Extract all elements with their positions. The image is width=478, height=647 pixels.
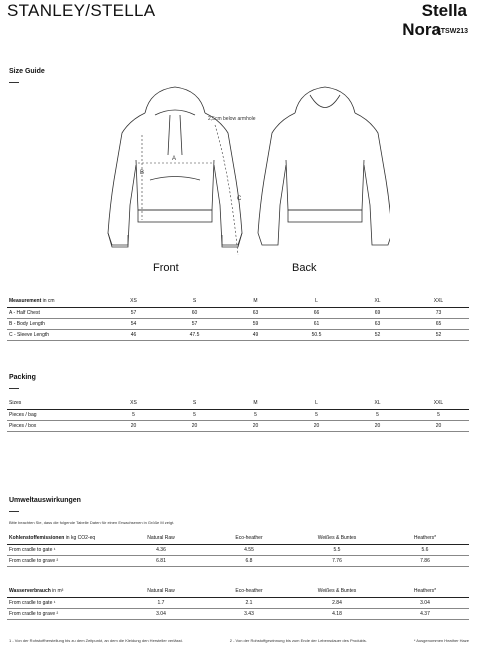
packing-table <box>7 398 469 432</box>
carbon-header-row <box>7 533 469 544</box>
table-cell: 4.37 <box>381 608 469 619</box>
brand-logo <box>7 1 155 21</box>
size-xs: XS <box>103 296 164 307</box>
table-cell: 3.04 <box>117 608 205 619</box>
table-cell: 66 <box>286 307 347 318</box>
table-cell: 7.86 <box>381 555 469 566</box>
table-cell: 5.5 <box>293 544 381 555</box>
table-cell: 5 <box>103 409 164 420</box>
carbon-header-label: Kohlenstoffemissionen in kg CO2-eq <box>7 533 117 544</box>
table-cell: 69 <box>347 307 408 318</box>
row-label: C - Sleeve Length <box>7 329 103 340</box>
size-m: M <box>225 296 286 307</box>
column-header: Natural Raw <box>117 533 205 544</box>
product-name: Nora <box>402 20 441 39</box>
column-header: Eco-heather <box>205 586 293 597</box>
table-cell: 20 <box>347 420 408 431</box>
front-view-label: Front <box>153 262 179 274</box>
column-header: Weißes & Buntes <box>293 533 381 544</box>
size-xl: XL <box>347 296 408 307</box>
row-label: A - Half Chest <box>7 307 103 318</box>
column-header: Eco-heather <box>205 533 293 544</box>
table-row <box>7 608 469 619</box>
row-label: From cradle to gate ¹ <box>7 544 117 555</box>
table-cell: 20 <box>408 420 469 431</box>
table-cell: 7.76 <box>293 555 381 566</box>
size-xs: XS <box>103 398 164 409</box>
hoodie-illustration <box>100 85 390 270</box>
water-header-label: Wasserverbrauch in m³ <box>7 586 117 597</box>
table-cell: 20 <box>225 420 286 431</box>
table-cell: 52 <box>408 329 469 340</box>
table-cell: 3.04 <box>381 597 469 608</box>
table-cell: 46 <box>103 329 164 340</box>
environment-notice: Bitte beachten Sie, dass die folgende Tabelle Daten für einen Erwachsenen in Größe M zeigt. <box>9 520 175 525</box>
table-row <box>7 318 469 329</box>
row-label: B - Body Length <box>7 318 103 329</box>
product-code: STSW213 <box>436 28 468 35</box>
label-a: A <box>172 156 177 162</box>
water-header-row <box>7 586 469 597</box>
size-xl: XL <box>347 398 408 409</box>
footnote-2: 2 - Von der Rohstoffgewinnung bis zum Ende der Lebensdauer des Produkts. <box>229 638 367 643</box>
table-cell: 73 <box>408 307 469 318</box>
table-cell: 63 <box>347 318 408 329</box>
label-c: C <box>237 196 242 202</box>
row-label: From cradle to grave ² <box>7 555 117 566</box>
table-cell: 20 <box>286 420 347 431</box>
size-m: M <box>225 398 286 409</box>
table-cell: 49 <box>225 329 286 340</box>
table-cell: 5.6 <box>381 544 469 555</box>
table-row <box>7 307 469 318</box>
table-cell: 2.84 <box>293 597 381 608</box>
table-cell: 63 <box>225 307 286 318</box>
packing-title: Packing <box>9 374 36 381</box>
size-guide-title: Size Guide <box>9 68 45 75</box>
row-label: Pieces / box <box>7 420 103 431</box>
environment-title: Umweltauswirkungen <box>9 497 81 504</box>
back-hoodie-drawing <box>258 87 390 245</box>
environment-rule <box>9 511 19 512</box>
table-cell: 2.1 <box>205 597 293 608</box>
page-header <box>0 0 478 50</box>
table-cell: 1.7 <box>117 597 205 608</box>
table-cell: 5 <box>225 409 286 420</box>
size-guide-rule <box>9 82 19 83</box>
table-cell: 5 <box>347 409 408 420</box>
size-xxl: XXL <box>408 296 469 307</box>
table-cell: 3.43 <box>205 608 293 619</box>
product-line: Stella <box>421 1 467 20</box>
measurement-header-label: Measurement in cm <box>7 296 103 307</box>
table-row <box>7 409 469 420</box>
table-cell: 57 <box>103 307 164 318</box>
table-cell: 54 <box>103 318 164 329</box>
size-l: L <box>286 296 347 307</box>
table-cell: 4.55 <box>205 544 293 555</box>
row-label: Pieces / bag <box>7 409 103 420</box>
measurement-table <box>7 296 469 341</box>
table-cell: 59 <box>225 318 286 329</box>
table-row <box>7 555 469 566</box>
footnotes <box>9 638 469 643</box>
table-cell: 47.5 <box>164 329 225 340</box>
brand-logo-text: STANLEY/STELLA <box>7 1 156 20</box>
column-header: Heathers* <box>381 586 469 597</box>
size-l: L <box>286 398 347 409</box>
table-cell: 20 <box>103 420 164 431</box>
table-cell: 5 <box>286 409 347 420</box>
packing-header-row <box>7 398 469 409</box>
table-cell: 52 <box>347 329 408 340</box>
footnote-asterisk: * Ausgenommen Heather Haze <box>413 638 469 643</box>
table-cell: 6.81 <box>117 555 205 566</box>
measurement-header-row <box>7 296 469 307</box>
packing-header-label: Sizes <box>7 398 103 409</box>
water-table <box>7 586 469 620</box>
footnote-1: 1 - Von der Rohstoffherstellung bis zu dem Zeitpunkt, an dem die Kleidung den Hersteller verlässt. <box>9 638 183 643</box>
front-hoodie-drawing <box>108 87 242 247</box>
table-cell: 6.8 <box>205 555 293 566</box>
table-cell: 20 <box>164 420 225 431</box>
back-view-label: Back <box>292 262 317 274</box>
column-header: Weißes & Buntes <box>293 586 381 597</box>
row-label: From cradle to grave ² <box>7 608 117 619</box>
table-cell: 60 <box>164 307 225 318</box>
table-cell: 65 <box>408 318 469 329</box>
table-cell: 5 <box>164 409 225 420</box>
table-cell: 50.5 <box>286 329 347 340</box>
column-header: Heathers* <box>381 533 469 544</box>
column-header: Natural Raw <box>117 586 205 597</box>
size-xxl: XXL <box>408 398 469 409</box>
size-s: S <box>164 296 225 307</box>
measurement-line-c <box>215 125 238 255</box>
table-row <box>7 420 469 431</box>
table-row <box>7 329 469 340</box>
table-cell: 4.36 <box>117 544 205 555</box>
table-cell: 5 <box>408 409 469 420</box>
table-row <box>7 544 469 555</box>
table-cell: 57 <box>164 318 225 329</box>
row-label: From cradle to gate ¹ <box>7 597 117 608</box>
table-row <box>7 597 469 608</box>
armhole-annotation: 2,5cm below armhole <box>208 116 256 122</box>
label-b: B <box>140 170 145 176</box>
packing-rule <box>9 388 19 389</box>
table-cell: 61 <box>286 318 347 329</box>
table-cell: 4.18 <box>293 608 381 619</box>
size-s: S <box>164 398 225 409</box>
carbon-table <box>7 533 469 567</box>
